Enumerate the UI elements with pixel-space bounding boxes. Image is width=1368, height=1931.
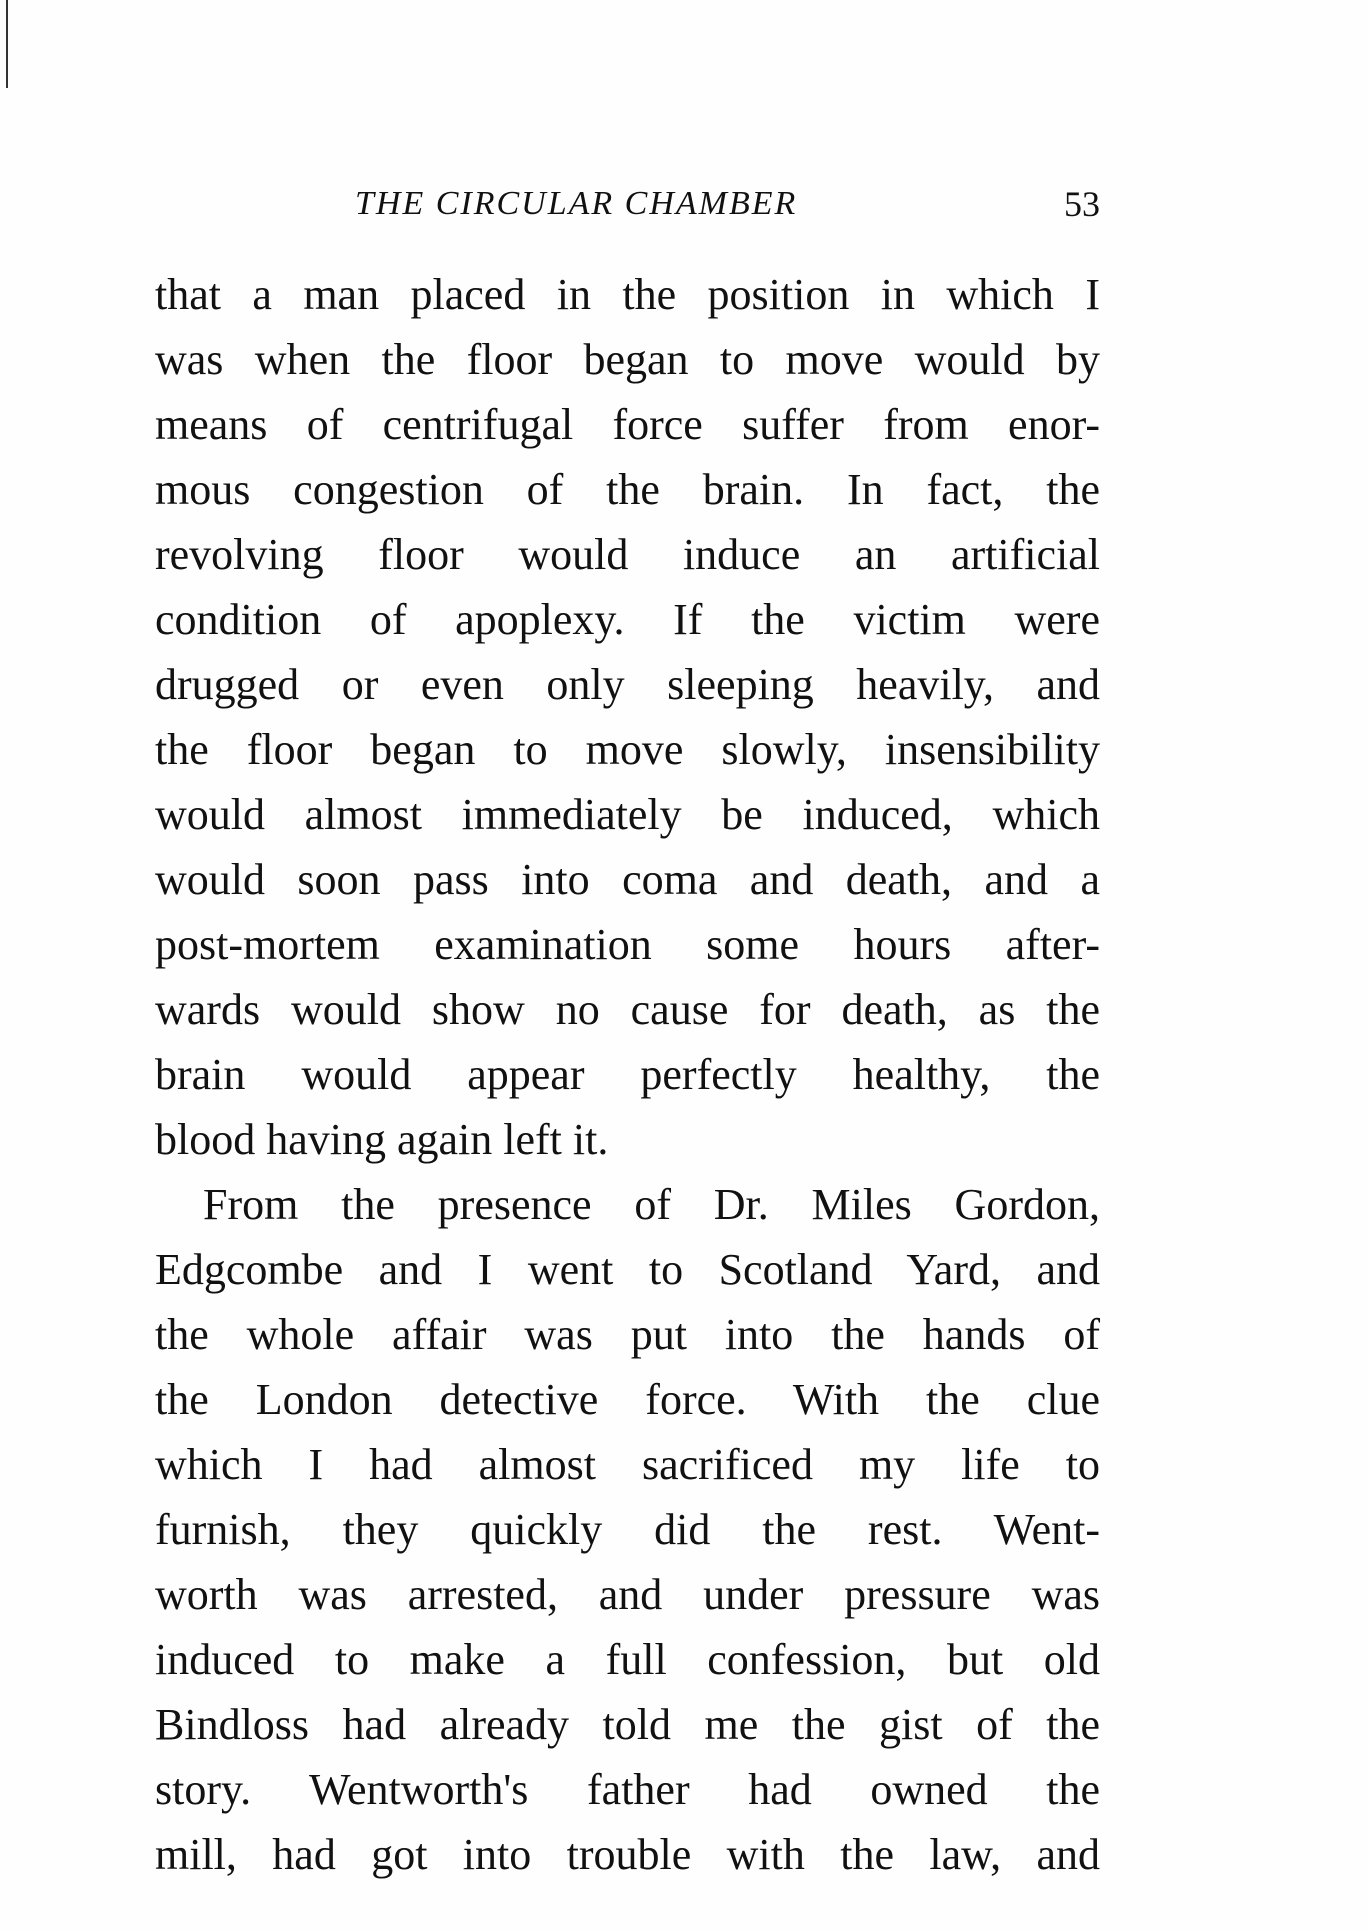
text-line: post-mortem examination some hours after- bbox=[155, 920, 1100, 969]
body-text bbox=[155, 262, 1100, 1887]
paragraph-2 bbox=[155, 1172, 1100, 1887]
text-line: revolving floor would induce an artificial bbox=[155, 530, 1100, 579]
text-line: induced to make a full confession, but old bbox=[155, 1635, 1100, 1684]
scan-gutter-mark bbox=[6, 0, 8, 88]
text-line: furnish, they quickly did the rest. Went- bbox=[155, 1505, 1100, 1554]
text-line: was when the floor began to move would by bbox=[155, 335, 1100, 384]
text-line: condition of apoplexy. If the victim were bbox=[155, 595, 1100, 644]
paragraph-1 bbox=[155, 262, 1100, 1172]
running-head bbox=[155, 176, 1100, 232]
text-line: Edgcombe and I went to Scotland Yard, and bbox=[155, 1245, 1100, 1294]
text-line: blood having again left it. bbox=[155, 1115, 609, 1164]
text-line: the whole affair was put into the hands of bbox=[155, 1310, 1100, 1359]
text-line: would soon pass into coma and death, and a bbox=[155, 855, 1100, 904]
text-line: the floor began to move slowly, insensibility bbox=[155, 725, 1100, 774]
text-line: mill, had got into trouble with the law, and bbox=[155, 1830, 1100, 1879]
text-line: brain would appear perfectly healthy, the bbox=[155, 1050, 1100, 1099]
text-line: From the presence of Dr. Miles Gordon, bbox=[203, 1180, 1100, 1229]
text-line: drugged or even only sleeping heavily, and bbox=[155, 660, 1100, 709]
page-number: 53 bbox=[1064, 184, 1100, 224]
text-line: would almost immediately be induced, which bbox=[155, 790, 1100, 839]
text-line: mous congestion of the brain. In fact, the bbox=[155, 465, 1100, 514]
text-line: which I had almost sacrificed my life to bbox=[155, 1440, 1100, 1489]
running-title: THE CIRCULAR CHAMBER bbox=[355, 185, 798, 222]
text-line: Bindloss had already told me the gist of the bbox=[155, 1700, 1100, 1749]
text-line: story. Wentworth's father had owned the bbox=[155, 1765, 1100, 1814]
text-line: the London detective force. With the clue bbox=[155, 1375, 1100, 1424]
text-line: worth was arrested, and under pressure was bbox=[155, 1570, 1100, 1619]
text-line: that a man placed in the position in which I bbox=[155, 270, 1100, 319]
text-line: means of centrifugal force suffer from enor- bbox=[155, 400, 1100, 449]
text-line: wards would show no cause for death, as the bbox=[155, 985, 1100, 1034]
